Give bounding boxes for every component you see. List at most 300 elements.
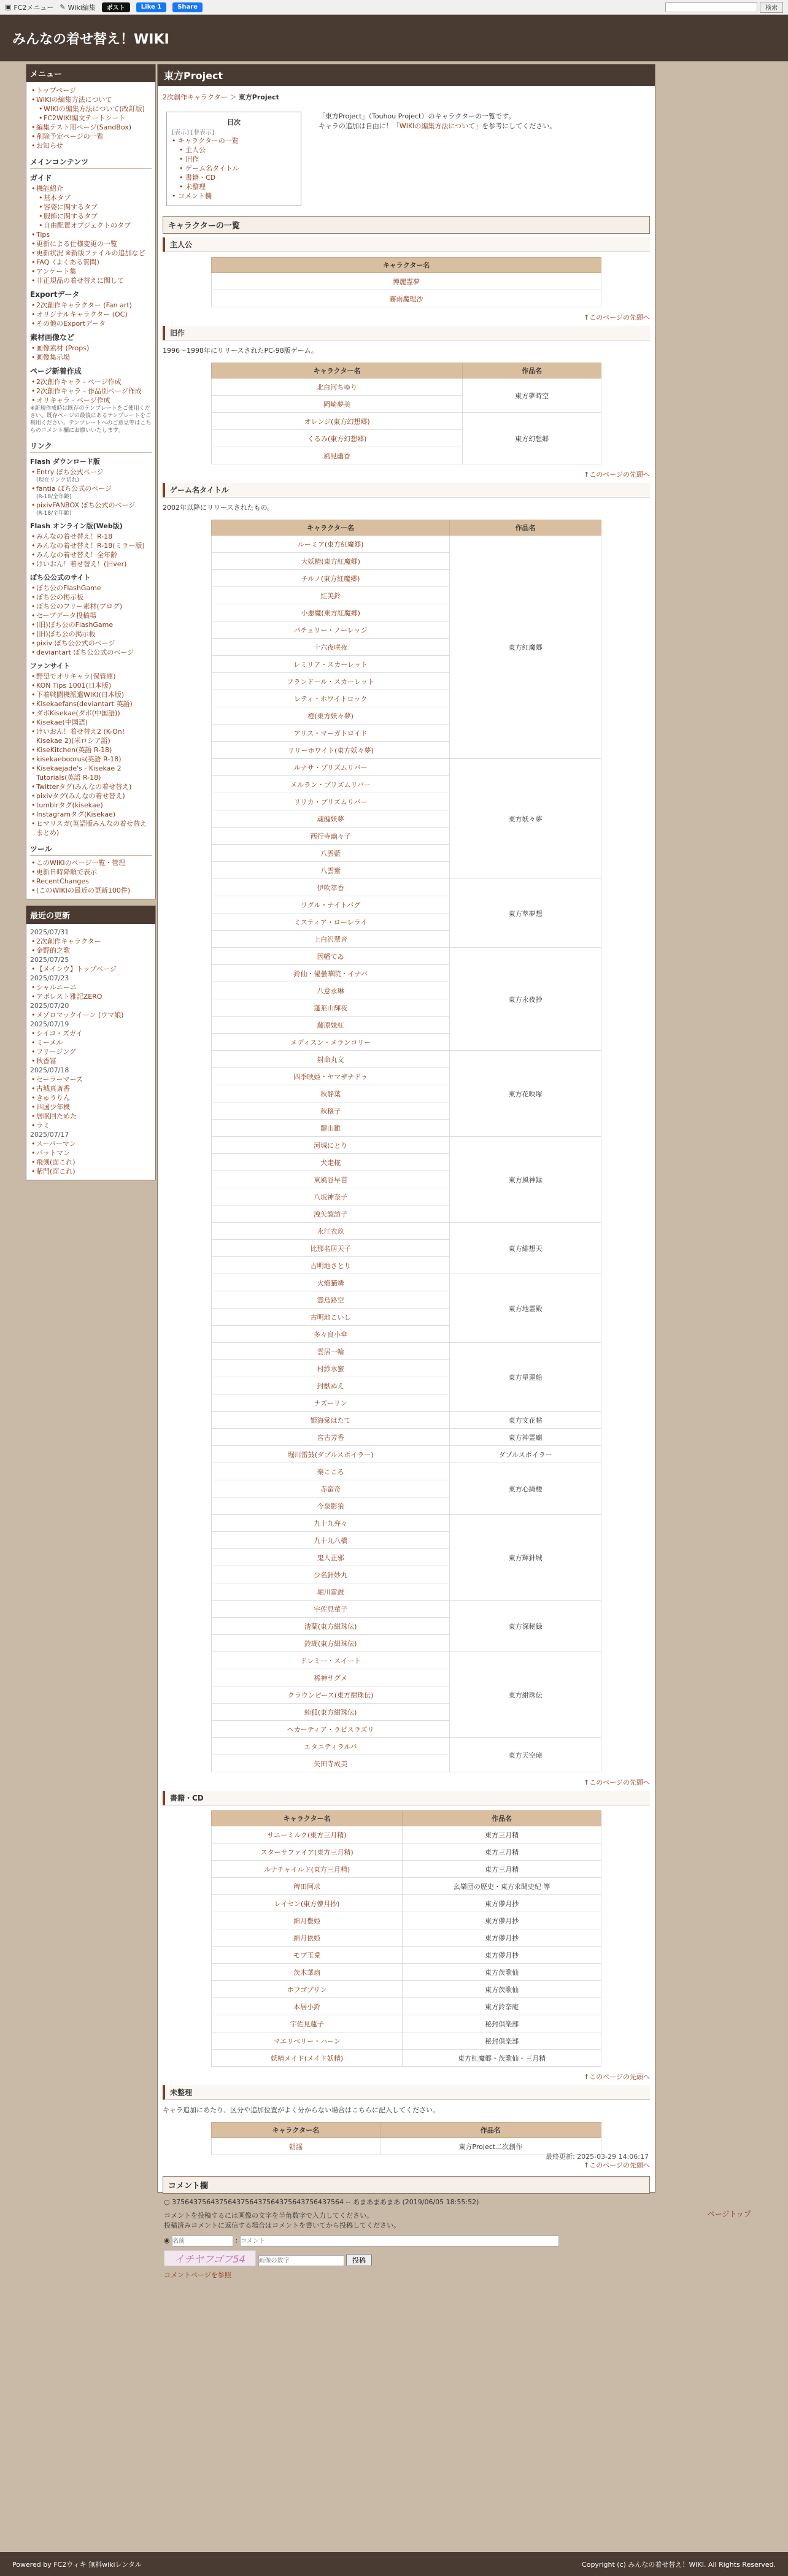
- sidebar-link[interactable]: [30, 202, 152, 212]
- char-cell[interactable]: 火焔猫燐: [212, 1274, 450, 1291]
- char-cell[interactable]: 紅美鈴: [212, 587, 450, 604]
- sidebar-link-label[interactable]: 服飾に関するタブ: [44, 212, 98, 220]
- sidebar-link[interactable]: [30, 629, 152, 639]
- sidebar-link-label[interactable]: ぼち公のFlashGame: [36, 584, 101, 592]
- update-item[interactable]: [30, 1010, 152, 1020]
- toc-link[interactable]: キャラクターの一覧: [178, 137, 239, 145]
- name-input[interactable]: [172, 2236, 233, 2247]
- update-item[interactable]: [30, 1029, 152, 1038]
- char-cell[interactable]: ルナサ・プリズムリバー: [212, 759, 450, 776]
- sidebar-link-label[interactable]: Instagramタグ(Kisekae): [36, 810, 115, 818]
- back-to-top[interactable]: [158, 469, 655, 479]
- sidebar-link[interactable]: [30, 396, 152, 405]
- char-cell[interactable]: 十六夜咲夜: [212, 639, 450, 656]
- char-cell[interactable]: 橙(東方妖々夢): [212, 707, 450, 725]
- char-cell[interactable]: 堀川雷鼓: [212, 1583, 450, 1601]
- char-cell[interactable]: 多々良小傘: [212, 1326, 450, 1343]
- update-link[interactable]: セーラーマーズ: [36, 1075, 83, 1083]
- sidebar-link[interactable]: [30, 559, 152, 569]
- sidebar-link[interactable]: [30, 113, 152, 123]
- char-cell[interactable]: 東風谷早苗: [212, 1171, 450, 1188]
- sidebar-link-label[interactable]: deviantart ぼち公公式のページ: [36, 648, 134, 656]
- sidebar-link[interactable]: [30, 699, 152, 709]
- update-item[interactable]: [30, 1102, 152, 1112]
- sidebar-link-label[interactable]: 下着戦闘機派遣WIKI(日本版): [36, 691, 125, 699]
- char-cell[interactable]: 姫海棠はたて: [212, 1412, 450, 1429]
- char-cell[interactable]: 鍵山雛: [212, 1120, 450, 1137]
- update-link[interactable]: きゅうりん: [36, 1094, 70, 1102]
- update-item[interactable]: [30, 1158, 152, 1167]
- char-cell[interactable]: 風見幽香: [212, 447, 463, 464]
- sidebar-link-label[interactable]: (旧)ぼち公のFlashGame: [36, 621, 114, 629]
- char-cell[interactable]: 宮古芳香: [212, 1429, 450, 1446]
- char-cell[interactable]: 比那名居天子: [212, 1240, 450, 1257]
- update-item[interactable]: [30, 964, 152, 974]
- char-cell[interactable]: フランドール・スカーレット: [212, 673, 450, 690]
- char-cell[interactable]: リリーホワイト(東方妖々夢): [212, 742, 450, 759]
- sidebar-link-label[interactable]: Entry ぼち公式ページ: [36, 468, 104, 476]
- sidebar-link[interactable]: [30, 132, 152, 141]
- char-cell[interactable]: パチュリー・ノーレッジ: [212, 621, 450, 639]
- update-item[interactable]: [30, 946, 152, 955]
- sidebar-link-label[interactable]: オリジナルキャラクター (OC): [36, 310, 128, 318]
- char-cell[interactable]: 赤蛮奇: [212, 1480, 450, 1498]
- sidebar-link[interactable]: [30, 611, 152, 620]
- sidebar-link-label[interactable]: 2次創作キャラ - 作品別ページ作成: [36, 387, 142, 395]
- sidebar-link-label[interactable]: Kisekaejade's - Kisekae 2 Tutorials(英語 R-18): [36, 764, 122, 782]
- char-cell[interactable]: 伊吹萃香: [212, 879, 450, 896]
- update-link[interactable]: 紫門(面これ): [36, 1167, 75, 1175]
- sidebar-link[interactable]: [30, 276, 152, 285]
- char-cell[interactable]: レティ・ホワイトロック: [212, 690, 450, 707]
- sidebar-link[interactable]: [30, 583, 152, 593]
- sidebar-link[interactable]: [30, 344, 152, 353]
- update-link[interactable]: 居眠回ためた: [36, 1112, 77, 1120]
- sidebar-link-label[interactable]: 削除予定ページの一覧: [36, 133, 104, 140]
- sidebar-link[interactable]: [30, 104, 152, 113]
- char-cell[interactable]: 大妖精(東方紅魔郷): [212, 553, 450, 570]
- char-cell[interactable]: 封獣ぬえ: [212, 1377, 450, 1394]
- char-cell[interactable]: 北白河ちゆり: [212, 379, 463, 396]
- sidebar-link[interactable]: [30, 681, 152, 690]
- sidebar-link[interactable]: [30, 184, 152, 193]
- char-cell[interactable]: 茨木華扇: [212, 1964, 403, 1981]
- char-cell[interactable]: エタニティラルバ: [212, 1738, 450, 1755]
- sidebar-link[interactable]: [30, 501, 152, 517]
- update-link[interactable]: 古城真斎香: [36, 1085, 70, 1093]
- char-cell[interactable]: 純狐(東方紺珠伝): [212, 1704, 450, 1721]
- sidebar-link[interactable]: [30, 86, 152, 95]
- comment-page-link[interactable]: コメントページを参照: [164, 2271, 231, 2279]
- char-cell[interactable]: 藤原妹紅: [212, 1017, 450, 1034]
- update-link[interactable]: 2次創作キャラクター: [36, 937, 101, 945]
- work-cell: 東方心綺楼: [450, 1463, 601, 1515]
- update-item[interactable]: [30, 992, 152, 1001]
- sidebar-link[interactable]: [30, 467, 152, 484]
- char-cell[interactable]: 鬼人正邪: [212, 1549, 450, 1566]
- char-cell[interactable]: メルラン・プリズムリバー: [212, 776, 450, 793]
- char-cell[interactable]: ホフゴブリン: [212, 1981, 403, 1998]
- sidebar-link-label[interactable]: pixivタグ(みんなの着せ替え): [36, 792, 125, 800]
- comment-input[interactable]: [240, 2236, 559, 2247]
- sidebar-link-label[interactable]: 2次創作キャラ - ページ作成: [36, 378, 122, 386]
- update-item[interactable]: [30, 937, 152, 946]
- sidebar-link[interactable]: [30, 377, 152, 386]
- sidebar-link[interactable]: [30, 801, 152, 810]
- sidebar-link-label[interactable]: RecentChanges: [36, 877, 89, 885]
- sidebar-link-label[interactable]: WIKIの編集方法について(改訂版): [44, 105, 145, 113]
- sidebar-link[interactable]: [30, 484, 152, 501]
- update-link[interactable]: 飛剣(面これ): [36, 1158, 75, 1166]
- char-cell[interactable]: 堀川雷鼓(ダブルスポイラー): [212, 1446, 450, 1463]
- sidebar-link-label[interactable]: (このWIKIの最近の更新100件): [36, 886, 131, 894]
- char-cell[interactable]: 宇佐見蓮子: [212, 2015, 403, 2032]
- site-title[interactable]: みんなの着せ替え！WIKI: [12, 31, 169, 47]
- facebook-share-button[interactable]: Share: [172, 2, 203, 12]
- char-cell[interactable]: リグル・ナイトバグ: [212, 896, 450, 913]
- sidebar-link[interactable]: [30, 727, 152, 745]
- char-cell[interactable]: オレンジ(東方幻想郷): [212, 413, 463, 430]
- char-cell[interactable]: クラウンピース(東方紺珠伝): [212, 1686, 450, 1704]
- update-link[interactable]: ミーメル: [36, 1039, 63, 1047]
- update-link[interactable]: アポレスト雅記ZERO: [36, 993, 102, 1001]
- char-cell[interactable]: 稀神サグメ: [212, 1669, 450, 1686]
- back-to-top[interactable]: [158, 2072, 655, 2082]
- intro-link[interactable]: WIKIの編集方法について: [399, 122, 476, 130]
- sidebar-link-label[interactable]: ぼち公のフリー素材(ブログ): [36, 602, 123, 610]
- sidebar-link-label[interactable]: 画像素材 (Props): [36, 344, 90, 352]
- update-item[interactable]: [30, 1084, 152, 1093]
- update-link[interactable]: シャルニーニ: [36, 983, 77, 991]
- facebook-like-button[interactable]: Like 1: [136, 2, 166, 12]
- sidebar-link-label[interactable]: トップページ: [36, 87, 77, 94]
- update-link[interactable]: スーパーマン: [36, 1140, 76, 1148]
- char-cell[interactable]: 犬走椛: [212, 1154, 450, 1171]
- sidebar-link[interactable]: [30, 319, 152, 328]
- char-cell[interactable]: 八雲藍: [212, 845, 450, 862]
- char-cell[interactable]: 岡崎夢美: [212, 396, 463, 413]
- update-link[interactable]: メゾロマックイーン (ウマ娘): [36, 1011, 124, 1019]
- toc-item[interactable]: [172, 164, 296, 173]
- char-cell[interactable]: 小悪魔(東方紅魔郷): [212, 604, 450, 621]
- sidebar-link-label[interactable]: 機能紹介: [36, 185, 63, 193]
- char-cell[interactable]: 朝謡: [212, 2138, 380, 2155]
- char-cell[interactable]: 矢田寺成美: [212, 1755, 450, 1772]
- sidebar-link[interactable]: [30, 267, 152, 276]
- sidebar-link-label[interactable]: pixiv ぼち公公式のページ: [36, 639, 115, 647]
- update-link[interactable]: ラミ: [36, 1121, 50, 1129]
- char-cell[interactable]: スターサファイア(東方三月精): [212, 1844, 403, 1861]
- x-post-button[interactable]: ポスト: [102, 2, 130, 12]
- sidebar-link[interactable]: [30, 353, 152, 362]
- char-cell[interactable]: ルーミア(東方紅魔郷): [212, 536, 450, 553]
- char-cell[interactable]: 清蘭(東方紺珠伝): [212, 1618, 450, 1635]
- sidebar-link[interactable]: [30, 301, 152, 310]
- sidebar-link-label[interactable]: pixivFANBOX ぼち公式のページ: [36, 501, 136, 509]
- radio-icon[interactable]: ◉: [164, 2236, 170, 2245]
- char-cell[interactable]: 九十九八橋: [212, 1532, 450, 1549]
- update-item[interactable]: [30, 1139, 152, 1148]
- sidebar-link-label[interactable]: Tips: [36, 231, 50, 239]
- sidebar-link-label[interactable]: ヒマリスガ(英語版みんなの着せ替えまとめ): [36, 820, 147, 837]
- sidebar-link-label[interactable]: (旧)ぼち公の掲示板: [36, 630, 96, 638]
- toc-item[interactable]: [172, 155, 296, 164]
- sidebar-link[interactable]: [30, 141, 152, 150]
- sidebar-link-label[interactable]: FC2WIKI編文テートシート: [44, 114, 126, 122]
- sidebar-link-label[interactable]: みんなの着せ替え！R-18: [36, 533, 113, 540]
- toc-item[interactable]: [172, 191, 296, 201]
- sidebar-link-label[interactable]: KON Tips 1001(日本版): [36, 682, 112, 690]
- char-cell[interactable]: くるみ(東方幻想郷): [212, 430, 463, 447]
- sidebar-link[interactable]: [30, 95, 152, 104]
- sidebar-link-label[interactable]: FAQ（よくある質問）: [36, 258, 104, 266]
- char-cell[interactable]: ドレミー・スイート: [212, 1652, 450, 1669]
- sidebar-link[interactable]: [30, 791, 152, 801]
- sidebar-link-label[interactable]: tumblrタグ(kisekae): [36, 801, 103, 809]
- char-cell[interactable]: ルナチャイルド(東方三月精): [212, 1861, 403, 1878]
- toc-link[interactable]: 主人公: [185, 146, 206, 154]
- page-top-link[interactable]: [708, 2209, 751, 2219]
- char-cell[interactable]: 九十九弁々: [212, 1515, 450, 1532]
- char-cell[interactable]: モブ玉兎: [212, 1947, 403, 1964]
- update-link[interactable]: シイコ・ズガイ: [36, 1029, 83, 1037]
- sidebar-link[interactable]: [30, 248, 152, 258]
- search-button[interactable]: 検索: [760, 2, 783, 13]
- sidebar-link-label[interactable]: 更新状況 ※新版ファイルの追加など: [36, 249, 145, 257]
- char-cell[interactable]: 秦こころ: [212, 1463, 450, 1480]
- char-cell[interactable]: 八雲紫: [212, 862, 450, 879]
- update-item[interactable]: [30, 1093, 152, 1102]
- sidebar-link-label[interactable]: 更新による仕様変更の一覧: [36, 240, 117, 248]
- sidebar-link[interactable]: [30, 193, 152, 202]
- sidebar-link[interactable]: [30, 258, 152, 267]
- sidebar-link[interactable]: [30, 620, 152, 629]
- char-cell[interactable]: マエリベリー・ハーン: [212, 2032, 403, 2050]
- sidebar-link[interactable]: [30, 690, 152, 699]
- char-cell[interactable]: レイセン(東方儚月抄): [212, 1895, 403, 1912]
- sidebar-link[interactable]: [30, 810, 152, 819]
- sidebar-link-label[interactable]: 容姿に関するタブ: [44, 203, 98, 211]
- sidebar-link[interactable]: [30, 755, 152, 764]
- sidebar-link-label[interactable]: その他のExportデータ: [36, 320, 106, 328]
- toc-item[interactable]: [172, 182, 296, 191]
- sidebar-link[interactable]: [30, 709, 152, 718]
- sidebar-link-label[interactable]: 自由配置オブジェクトのタブ: [44, 221, 131, 229]
- char-cell[interactable]: ヘカーティア・ラピスラズリ: [212, 1721, 450, 1738]
- char-cell[interactable]: 秋静葉: [212, 1085, 450, 1102]
- update-item[interactable]: [30, 1148, 152, 1158]
- char-cell[interactable]: 河城にとり: [212, 1137, 450, 1154]
- char-cell[interactable]: 霊烏路空: [212, 1291, 450, 1309]
- char-cell[interactable]: サニーミルク(東方三月精): [212, 1826, 403, 1844]
- sidebar-link-label[interactable]: WIKIの編集方法について: [36, 96, 112, 104]
- toc-link[interactable]: 未整理: [185, 183, 206, 191]
- toc-item[interactable]: [172, 145, 296, 155]
- char-cell[interactable]: 村紗水蜜: [212, 1360, 450, 1377]
- char-cell[interactable]: ミスティア・ローレライ: [212, 913, 450, 931]
- update-link[interactable]: フリージング: [36, 1048, 76, 1056]
- sidebar-link-label[interactable]: 編集テスト用ページ(SandBox): [36, 123, 132, 131]
- sidebar-link[interactable]: [30, 230, 152, 239]
- toc-item[interactable]: [172, 136, 296, 145]
- sidebar-link-label[interactable]: みんなの着せ替え！R-18(ミラー版): [36, 542, 145, 550]
- sidebar-link[interactable]: [30, 718, 152, 727]
- sidebar-link[interactable]: [30, 867, 152, 877]
- char-cell[interactable]: チルノ(東方紅魔郷): [212, 570, 450, 587]
- sidebar-link-label[interactable]: 基本タブ: [44, 194, 71, 202]
- char-cell[interactable]: 宇佐見菫子: [212, 1601, 450, 1618]
- update-item[interactable]: [30, 1047, 152, 1056]
- sidebar-link[interactable]: [30, 886, 152, 895]
- back-link[interactable]: ↑このページの先頭へ: [584, 2073, 650, 2081]
- sidebar-link-label[interactable]: fantia ぼち公式のページ: [36, 485, 112, 493]
- sidebar-link-label[interactable]: 更新日時降順で表示: [36, 868, 97, 876]
- char-cell[interactable]: 妖精メイド(メイド妖精): [212, 2050, 403, 2067]
- toc-link[interactable]: ゲーム名タイトル: [185, 164, 239, 172]
- toc-link[interactable]: 書籍・CD: [185, 174, 216, 182]
- char-cell[interactable]: 雲居一輪: [212, 1343, 450, 1360]
- char-cell[interactable]: 綿月豊姫: [212, 1912, 403, 1929]
- sidebar-link[interactable]: [30, 212, 152, 221]
- sidebar-link-label[interactable]: このWIKIのページ一覧・管理: [36, 859, 126, 867]
- char-cell[interactable]: 博麗霊夢: [212, 273, 601, 290]
- search-input[interactable]: [665, 2, 757, 12]
- char-cell[interactable]: 霧雨魔理沙: [212, 290, 601, 307]
- sidebar-link-label[interactable]: Kisekae(中国語): [36, 718, 88, 726]
- sidebar-link[interactable]: [30, 648, 152, 657]
- update-link[interactable]: バットマン: [36, 1149, 70, 1157]
- char-cell[interactable]: レミリア・スカーレット: [212, 656, 450, 673]
- toc-link[interactable]: 旧作: [185, 155, 199, 163]
- sidebar-link-label[interactable]: けいおん！着せ替え！(旧ver): [36, 560, 127, 568]
- sidebar-link-label[interactable]: Kisekaefans(deviantart 英語): [36, 700, 133, 708]
- sidebar-link[interactable]: [30, 593, 152, 602]
- char-cell[interactable]: 四季映姫・ヤマザナドゥ: [212, 1068, 450, 1085]
- char-cell[interactable]: 八意永琳: [212, 982, 450, 999]
- sidebar-link[interactable]: [30, 123, 152, 132]
- back-to-top[interactable]: [158, 312, 655, 322]
- wiki-edit-link[interactable]: [60, 2, 95, 12]
- char-cell[interactable]: 秋穣子: [212, 1102, 450, 1120]
- update-link[interactable]: 【メインウ】トップページ: [36, 965, 117, 973]
- char-cell[interactable]: 永江衣玖: [212, 1223, 450, 1240]
- back-link[interactable]: ↑このページの先頭へ: [584, 1778, 650, 1786]
- char-cell[interactable]: アリス・マーガトロイド: [212, 725, 450, 742]
- char-cell[interactable]: 少名針妙丸: [212, 1566, 450, 1583]
- fc2-menu[interactable]: [5, 2, 53, 12]
- sidebar-link-label[interactable]: 画像集示場: [36, 353, 70, 361]
- char-cell[interactable]: 鈴瑚(東方紺珠伝): [212, 1635, 450, 1652]
- update-item[interactable]: [30, 1112, 152, 1121]
- back-to-top[interactable]: [158, 1777, 655, 1787]
- page-top-text[interactable]: ページトップ: [707, 2210, 751, 2218]
- sidebar-link-label[interactable]: 2次創作キャラクター (Fan art): [36, 301, 132, 309]
- update-item[interactable]: [30, 1038, 152, 1047]
- sidebar-link[interactable]: [30, 672, 152, 681]
- sidebar-link[interactable]: [30, 239, 152, 248]
- sidebar-link[interactable]: [30, 386, 152, 396]
- update-link[interactable]: 秋香冨: [36, 1057, 56, 1065]
- update-item[interactable]: [30, 1167, 152, 1176]
- toc-item[interactable]: [172, 173, 296, 182]
- sidebar-link-label[interactable]: みんなの着せ替え！全年齢: [36, 551, 117, 559]
- char-cell[interactable]: メディスン・メランコリー: [212, 1034, 450, 1051]
- toc-toggle[interactable]: [表示] [非表示]: [172, 129, 214, 136]
- back-link[interactable]: ↑このページの先頭へ: [584, 471, 650, 479]
- sidebar-link-label[interactable]: Twitterタグ(みんなの着せ替え): [36, 783, 132, 791]
- char-cell[interactable]: リリカ・プリズムリバー: [212, 793, 450, 810]
- char-cell[interactable]: 鈴仙・優曇華院・イナバ: [212, 965, 450, 982]
- sidebar-link[interactable]: [30, 221, 152, 230]
- update-item[interactable]: [30, 1121, 152, 1130]
- update-link[interactable]: 金野的之歌: [36, 947, 70, 955]
- back-to-top[interactable]: [158, 2160, 655, 2170]
- sidebar-link-label[interactable]: お知らせ: [36, 142, 63, 150]
- sidebar-link[interactable]: [30, 532, 152, 541]
- char-cell[interactable]: 八坂神奈子: [212, 1188, 450, 1205]
- sidebar-link[interactable]: [30, 877, 152, 886]
- char-cell[interactable]: 今泉影狼: [212, 1498, 450, 1515]
- char-cell[interactable]: ナズーリン: [212, 1394, 450, 1412]
- update-item[interactable]: [30, 983, 152, 992]
- sidebar-link-label[interactable]: セーブデータ投稿場: [36, 612, 97, 620]
- sidebar-link-label[interactable]: ダボKisekae(ダボ(中国語)): [36, 709, 120, 717]
- breadcrumb-link[interactable]: 2次創作キャラクター: [163, 93, 228, 101]
- sidebar-link-label[interactable]: KiseKitchen(英語 R-18): [36, 746, 112, 754]
- sidebar-link-label[interactable]: ぼち公の掲示板: [36, 593, 83, 601]
- char-cell[interactable]: 洩矢諏訪子: [212, 1205, 450, 1223]
- back-link[interactable]: ↑このページの先頭へ: [584, 313, 650, 321]
- sidebar-link[interactable]: [30, 745, 152, 755]
- update-item[interactable]: [30, 1075, 152, 1084]
- sidebar-link-label[interactable]: アンケート集: [36, 267, 77, 275]
- captcha-input[interactable]: [258, 2255, 344, 2266]
- sidebar-link-label[interactable]: 野望でオリキャラ(保管庫): [36, 672, 116, 680]
- toc-link[interactable]: コメント欄: [178, 192, 212, 200]
- char-cell[interactable]: 古明地こいし: [212, 1309, 450, 1326]
- sidebar-link-label[interactable]: kisekaeboorus(英語 R-18): [36, 755, 122, 763]
- sidebar-link[interactable]: [30, 764, 152, 782]
- char-cell[interactable]: 因幡てゐ: [212, 948, 450, 965]
- sidebar-link-label[interactable]: 非正規品の着せ替えに関して: [36, 277, 124, 285]
- sidebar-link-label[interactable]: けいおん！着せ替え2 (K-On! Kisekae 2)(米ロシア語): [36, 728, 125, 745]
- footer-powered[interactable]: Powered by FC2ウィキ 無料wikiレンタル: [12, 2560, 142, 2569]
- sidebar-link[interactable]: [30, 819, 152, 837]
- char-cell[interactable]: 西行寺幽々子: [212, 828, 450, 845]
- link-note: (現在リンク切れ): [36, 477, 79, 483]
- sidebar-link[interactable]: [30, 639, 152, 648]
- char-cell[interactable]: 本居小鈴: [212, 1998, 403, 2015]
- char-cell[interactable]: 魂魄妖夢: [212, 810, 450, 828]
- sidebar-link[interactable]: [30, 782, 152, 791]
- sidebar-link[interactable]: [30, 602, 152, 611]
- sidebar-link[interactable]: [30, 858, 152, 867]
- sidebar-link-label[interactable]: オリキャラ - ページ作成: [36, 396, 110, 404]
- char-cell[interactable]: 古明地さとり: [212, 1257, 450, 1274]
- submit-button[interactable]: 投稿: [346, 2254, 372, 2266]
- char-cell[interactable]: 綿月依姫: [212, 1929, 403, 1947]
- sidebar-link[interactable]: [30, 310, 152, 319]
- char-cell[interactable]: 射命丸文: [212, 1051, 450, 1068]
- sidebar-link[interactable]: [30, 550, 152, 559]
- update-item[interactable]: [30, 1056, 152, 1066]
- sidebar-link[interactable]: [30, 541, 152, 550]
- back-link[interactable]: ↑このページの先頭へ: [584, 2161, 650, 2169]
- char-cell[interactable]: 上白沢慧音: [212, 931, 450, 948]
- update-link[interactable]: 四国少年機: [36, 1103, 70, 1111]
- char-cell[interactable]: 稗田阿求: [212, 1878, 403, 1895]
- char-cell[interactable]: 蓬莱山輝夜: [212, 999, 450, 1017]
